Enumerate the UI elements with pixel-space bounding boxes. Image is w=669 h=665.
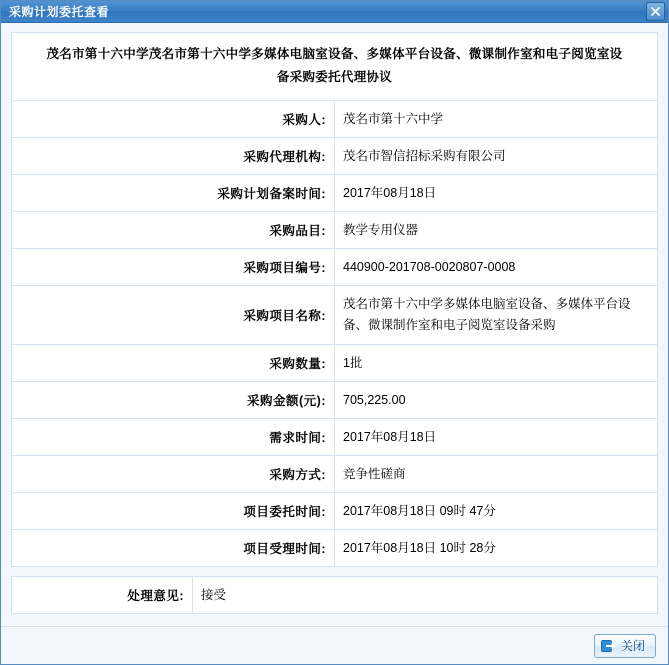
row-value-project-number: 440900-201708-0020807-0008 — [335, 249, 658, 286]
opinion-table — [11, 576, 658, 614]
row-label-agency: 采购代理机构: — [12, 138, 335, 175]
row-label-project-name: 采购项目名称: — [12, 286, 335, 345]
row-value-accept-time: 2017年08月18日 10时 28分 — [335, 530, 658, 567]
table-row — [12, 530, 658, 567]
table-row — [12, 493, 658, 530]
row-label-quantity: 采购数量: — [12, 345, 335, 382]
row-value-opinion: 接受 — [193, 577, 658, 614]
title-bar — [1, 1, 668, 23]
close-button[interactable] — [594, 634, 656, 658]
exit-arrow-icon — [601, 639, 617, 653]
row-value-category: 教学专用仪器 — [335, 212, 658, 249]
table-row — [12, 212, 658, 249]
close-glyph — [651, 7, 660, 16]
row-label-amount: 采购金额(元): — [12, 382, 335, 419]
row-value-quantity: 1批 — [335, 345, 658, 382]
dialog-footer — [1, 626, 668, 664]
dialog-content — [1, 23, 668, 620]
row-label-accept-time: 项目受理时间: — [12, 530, 335, 567]
procurement-detail-table — [11, 32, 658, 567]
row-label-opinion: 处理意见: — [12, 577, 193, 614]
row-label-entrust-time: 项目委托时间: — [12, 493, 335, 530]
table-row — [12, 419, 658, 456]
document-title: 茂名市第十六中学茂名市第十六中学多媒体电脑室设备、多媒体平台设备、微课制作室和电子阅览室设备采购委托代理协议 — [12, 33, 658, 101]
table-row — [12, 456, 658, 493]
table-row — [12, 382, 658, 419]
row-value-method: 竞争性磋商 — [335, 456, 658, 493]
row-value-demand-date: 2017年08月18日 — [335, 419, 658, 456]
window-title: 采购计划委托查看 — [9, 4, 110, 19]
table-row — [12, 138, 658, 175]
row-value-filing-date: 2017年08月18日 — [335, 175, 658, 212]
row-label-purchaser: 采购人: — [12, 101, 335, 138]
row-label-demand-date: 需求时间: — [12, 419, 335, 456]
close-icon[interactable] — [646, 2, 665, 21]
row-label-project-number: 采购项目编号: — [12, 249, 335, 286]
row-value-amount: 705,225.00 — [335, 382, 658, 419]
row-value-entrust-time: 2017年08月18日 09时 47分 — [335, 493, 658, 530]
row-value-agency: 茂名市智信招标采购有限公司 — [335, 138, 658, 175]
row-value-purchaser: 茂名市第十六中学 — [335, 101, 658, 138]
row-label-method: 采购方式: — [12, 456, 335, 493]
row-value-project-name: 茂名市第十六中学多媒体电脑室设备、多媒体平台设备、微课制作室和电子阅览室设备采购 — [335, 286, 658, 345]
table-row — [12, 286, 658, 345]
table-row — [12, 577, 658, 614]
table-row — [12, 33, 658, 101]
table-row — [12, 249, 658, 286]
row-label-filing-date: 采购计划备案时间: — [12, 175, 335, 212]
close-button-label: 关闭 — [620, 638, 645, 653]
table-row — [12, 345, 658, 382]
table-row — [12, 101, 658, 138]
section-spacer — [11, 567, 658, 576]
table-row — [12, 175, 658, 212]
row-label-category: 采购品目: — [12, 212, 335, 249]
